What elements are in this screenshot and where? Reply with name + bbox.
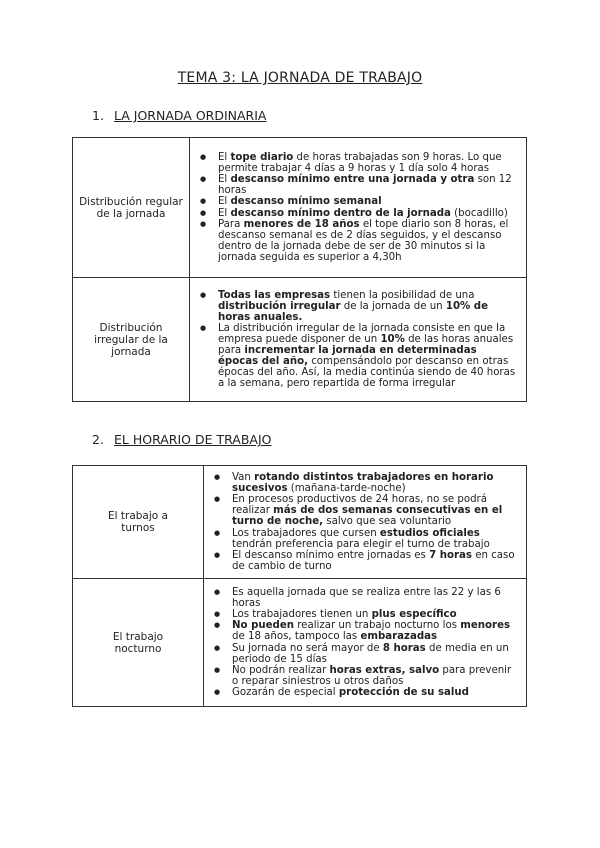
table-jornada-ordinaria	[72, 137, 527, 402]
list-item: ● El descanso mínimo dentro de la jornada (bocadillo)	[218, 208, 520, 219]
bullet-list	[204, 472, 520, 572]
bold-text: embarazadas	[360, 631, 438, 643]
list-item: ● La distribución irregular de la jornada consiste en que la empresa puede disponer de un 10% de las horas anuales para incrementar la jornada en determinadas épocas del año, compensándolo por descanso en otras épocas del año. Así, la media continúa siendo de 40 horas a la semana, pero repartida de forma irregular	[218, 323, 520, 390]
list-item: ● Su jornada no será mayor de 8 horas de media en un periodo de 15 días	[232, 643, 520, 665]
section-number: 2.	[92, 432, 104, 447]
bold-text: 10%	[380, 333, 405, 345]
bold-text: tope diario	[230, 152, 294, 164]
bold-text: menores de 18 años	[243, 218, 360, 230]
list-item: ● No podrán realizar horas extras, salvo para prevenir o reparar siniestros u otros daños	[232, 665, 520, 687]
bold-text: estudios oficiales	[379, 527, 480, 539]
bold-text: Todas las empresas	[218, 289, 331, 301]
bold-text: 8 horas	[382, 642, 426, 654]
page-title: TEMA 3: LA JORNADA DE TRABAJO	[177, 70, 423, 86]
table-horario-trabajo	[72, 465, 527, 707]
bold-text: descanso mínimo entre una jornada y otra	[230, 174, 475, 186]
row-content	[190, 278, 527, 402]
list-item: ● Los trabajadores que cursen estudios oficiales tendrán preferencia para elegir el turno de trabajo	[232, 528, 520, 550]
bold-text: menores	[460, 620, 511, 632]
list-item: ● Es aquella jornada que se realiza entre las 22 y las 6 horas	[232, 587, 520, 609]
list-item: ● Todas las empresas tienen la posibilidad de una distribución irregular de la jornada de un 10% de horas anuales.	[218, 290, 520, 323]
section-title: EL HORARIO DE TRABAJO	[114, 432, 272, 447]
table-row	[73, 278, 527, 402]
bold-text: más de dos semanas consecutivas en el turno de noche,	[232, 505, 503, 528]
row-label: Distribución regular de la jornada	[73, 138, 190, 278]
list-item: ● Los trabajadores tienen un plus específico	[232, 609, 520, 620]
list-item: ● No pueden realizar un trabajo nocturno los menores de 18 años, tampoco las embarazadas	[232, 620, 520, 642]
list-item: ● Gozarán de especial protección de su salud	[232, 687, 520, 698]
bold-text: rotando distintos trabajadores en horario sucesivos	[232, 472, 494, 495]
list-item: ● El descanso mínimo entre una jornada y otra son 12 horas	[218, 174, 520, 196]
row-content	[204, 466, 527, 579]
bullet-list	[190, 290, 520, 390]
section-number: 1.	[92, 108, 104, 123]
list-item: ● El tope diario de horas trabajadas son 9 horas. Lo que permite trabajar 4 días a 9 horas y 1 día solo 4 horas	[218, 152, 520, 174]
row-content	[190, 138, 527, 278]
bold-text: protección de su salud	[338, 686, 469, 698]
bold-text: 7 horas	[429, 549, 472, 561]
section-heading-1	[92, 108, 266, 123]
bold-text: plus específico	[371, 609, 457, 621]
section-heading-2	[92, 432, 272, 447]
bold-text: descanso mínimo semanal	[230, 196, 382, 208]
row-label: El trabajo nocturno	[73, 579, 204, 707]
list-item: ● El descanso mínimo semanal	[218, 196, 520, 207]
list-item: ● El descanso mínimo entre jornadas es 7 horas en caso de cambio de turno	[232, 550, 520, 572]
section-title: LA JORNADA ORDINARIA	[114, 108, 267, 123]
row-label: El trabajo a turnos	[73, 466, 204, 579]
bold-text: distribución irregular	[218, 300, 341, 312]
bold-text: descanso mínimo dentro de la jornada	[230, 207, 451, 219]
bold-text: No pueden	[232, 620, 294, 632]
row-label: Distribución irregular de la jornada	[73, 278, 190, 402]
list-item: ● En procesos productivos de 24 horas, no se podrá realizar más de dos semanas consecutivas en el turno de noche, salvo que sea voluntario	[232, 494, 520, 527]
table-row	[73, 138, 527, 278]
bold-text: horas extras, salvo	[329, 664, 440, 676]
bold-text: 10% de horas anuales.	[218, 300, 489, 323]
table-row	[73, 466, 527, 579]
list-item: ● Van rotando distintos trabajadores en horario sucesivos (mañana-tarde-noche)	[232, 472, 520, 494]
bold-text: incrementar la jornada en determinadas épocas del año,	[218, 345, 477, 368]
row-content	[204, 579, 527, 707]
table-row	[73, 579, 527, 707]
list-item: ● Para menores de 18 años el tope diario son 8 horas, el descanso semanal es de 2 días seguidos, y el descanso dentro de la jornada debe de ser de 30 minutos si la jornada seguida es superior a 4,30h	[218, 219, 520, 263]
bullet-list	[190, 152, 520, 263]
bullet-list	[204, 587, 520, 698]
